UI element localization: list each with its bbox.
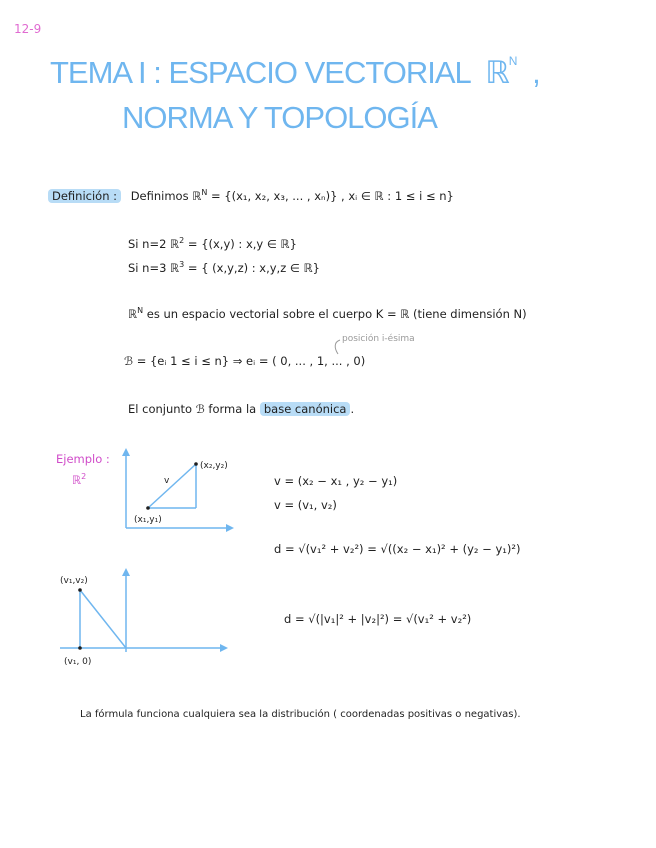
x-axis-arrow-icon — [226, 524, 234, 532]
case-pre: Si n=2 ℝ — [128, 236, 180, 251]
date-label: 12-9 — [14, 22, 42, 36]
vector-label: v — [164, 476, 170, 486]
point-1 — [78, 588, 82, 592]
case-post: = { (x,y,z) : x,y,z ∈ ℝ} — [184, 260, 320, 275]
y-axis-arrow-icon — [122, 448, 130, 456]
x-axis-arrow-icon — [220, 644, 228, 652]
title-symbol: ℝ — [485, 55, 509, 90]
position-note: posición i-ésima — [342, 334, 415, 344]
y-axis-arrow-icon — [122, 568, 130, 576]
space-line — [128, 306, 527, 321]
canonical-post: . — [350, 402, 355, 416]
vector-line — [148, 464, 196, 508]
case-sup: 3 — [179, 260, 185, 269]
example-space — [72, 472, 86, 487]
canonical-pre: El conjunto ℬ forma la — [128, 402, 260, 416]
vector-plot-1 — [108, 448, 238, 548]
point-2 — [78, 646, 82, 650]
canonical-line — [128, 402, 354, 416]
point-2-label: (x₂,y₂) — [200, 461, 228, 471]
point-1-label: (x₁,y₁) — [134, 515, 162, 525]
case-n2 — [128, 236, 297, 251]
definition-text: Definimos ℝ — [130, 188, 202, 203]
definition-sup: N — [201, 188, 208, 197]
formula-v1: v = (x₂ − x₁ , y₂ − y₁) — [274, 474, 398, 488]
example-label: Ejemplo : — [56, 452, 110, 466]
example-space-sup: 2 — [81, 472, 87, 481]
point-1-label: (v₁,v₂) — [60, 576, 88, 586]
closing-sentence: La fórmula funciona cualquiera sea la distribución ( coordenadas positivas o negativas). — [80, 709, 521, 720]
point-2 — [194, 462, 198, 466]
space-pre: ℝ — [128, 306, 138, 321]
title-sup: N — [508, 54, 517, 68]
basis-line: ℬ = {eᵢ 1 ≤ i ≤ n} ⇒ eᵢ = ( 0, ... , 1, ... , 0) — [124, 354, 366, 368]
point-1 — [146, 506, 150, 510]
title-comma: , — [532, 55, 540, 90]
case-n3 — [128, 260, 320, 275]
formula-d2: d = √(|v₁|² + |v₂|²) = √(v₁² + v₂²) — [284, 612, 472, 626]
title-line-1 — [50, 54, 540, 91]
title-text: TEMA I : ESPACIO VECTORIAL — [50, 55, 470, 90]
vector-plot-2 — [50, 568, 230, 668]
case-pre: Si n=3 ℝ — [128, 260, 180, 275]
case-post: = {(x,y) : x,y ∈ ℝ} — [184, 236, 297, 251]
formula-v2: v = (v₁, v₂) — [274, 498, 337, 512]
vector-line — [80, 590, 126, 648]
canonical-highlight: base canónica — [260, 402, 351, 416]
formula-d1: d = √(v₁² + v₂²) = √((x₂ − x₁)² + (y₂ − y₁)²) — [274, 542, 521, 556]
example-space-symbol: ℝ — [72, 472, 82, 487]
title-line-2: NORMA Y TOPOLOGÍA — [122, 100, 437, 135]
space-sup: N — [137, 306, 144, 315]
space-post: es un espacio vectorial sobre el cuerpo K = ℝ (tiene dimensión N) — [143, 306, 527, 321]
definition-set: = {(x₁, x₂, x₃, ... , xₙ)} , xᵢ ∈ ℝ : 1 ≤ i ≤ n} — [207, 188, 454, 203]
case-sup: 2 — [179, 236, 185, 245]
definition-line — [48, 188, 454, 203]
point-2-label: (v₁, 0) — [64, 657, 92, 667]
definition-label: Definición : — [48, 189, 121, 203]
